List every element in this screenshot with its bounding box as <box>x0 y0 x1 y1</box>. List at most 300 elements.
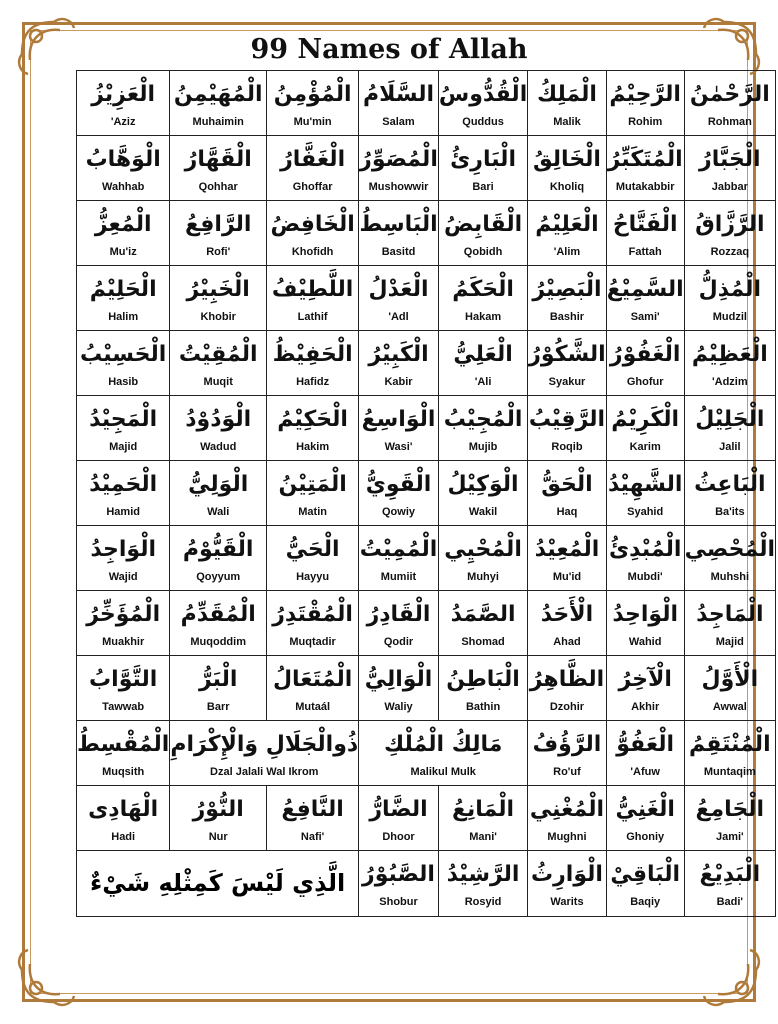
arabic-name: الْوَاسِعُ <box>361 407 436 432</box>
arabic-name: النُّوْرُ <box>192 797 244 822</box>
transliteration: 'Ali <box>474 376 492 388</box>
name-cell <box>359 526 439 591</box>
transliteration: Basitd <box>381 246 416 258</box>
arabic-name: الرَّقِيْبُ <box>528 407 606 432</box>
name-cell <box>267 136 359 201</box>
transliteration: Karim <box>629 441 661 453</box>
name-cell <box>170 786 267 851</box>
name-cell <box>267 266 359 331</box>
transliteration: Muhshi <box>710 571 750 583</box>
transliteration: Muqoddim <box>190 636 246 648</box>
arabic-name: الْبَدِيْعُ <box>699 862 761 887</box>
name-cell <box>77 331 170 396</box>
name-cell <box>170 396 267 461</box>
transliteration: Syahid <box>627 506 664 518</box>
arabic-name: الْكَبِيْرُ <box>368 342 429 367</box>
transliteration: Halim <box>108 311 139 323</box>
arabic-name: الْمَاجِدُ <box>696 602 764 627</box>
corner-ornament-icon <box>14 940 84 1010</box>
arabic-name: مَالِكُ الْمُلْكِ <box>384 732 503 757</box>
arabic-name: الصَّمَدُ <box>450 602 516 627</box>
transliteration: Fattah <box>628 246 662 258</box>
transliteration: Ro'uf <box>553 766 581 778</box>
transliteration: Muqit <box>203 376 233 388</box>
arabic-name: الْمُعِيْدُ <box>534 537 600 562</box>
name-cell <box>359 201 439 266</box>
name-cell <box>606 526 684 591</box>
transliteration: Rohim <box>628 116 663 128</box>
name-cell <box>606 136 684 201</box>
arabic-name: الْبَصِيْرُ <box>532 277 602 302</box>
transliteration: Haq <box>556 506 578 518</box>
arabic-name: الْوَاجِدُ <box>90 537 157 562</box>
transliteration: Mutakabbir <box>615 181 675 193</box>
arabic-name: الصَّبُوْرُ <box>362 862 435 887</box>
name-cell <box>77 201 170 266</box>
arabic-name: الرَّحِيْمُ <box>609 82 681 107</box>
transliteration: Hakim <box>296 441 330 453</box>
name-cell <box>606 461 684 526</box>
name-cell <box>170 591 267 656</box>
transliteration: Jabbar <box>711 181 748 193</box>
transliteration: Rohman <box>707 116 752 128</box>
transliteration: Barr <box>206 701 230 713</box>
name-cell <box>170 656 267 721</box>
name-cell <box>438 396 527 461</box>
name-cell <box>438 266 527 331</box>
arabic-name: الْبَاسِطُ <box>359 212 438 237</box>
name-cell <box>267 786 359 851</box>
name-cell <box>359 71 439 136</box>
transliteration: Nur <box>208 831 228 843</box>
transliteration: Nafi' <box>300 831 325 843</box>
transliteration: Hamid <box>106 506 140 518</box>
arabic-name: الْمَانِعُ <box>452 797 515 822</box>
transliteration: Baqiy <box>630 896 661 908</box>
transliteration: Shomad <box>461 636 505 648</box>
name-cell <box>267 331 359 396</box>
transliteration: Mu'id <box>552 571 582 583</box>
transliteration: Hasib <box>108 376 139 388</box>
name-cell <box>684 461 775 526</box>
name-cell <box>684 591 775 656</box>
arabic-name: الْوَلِيُّ <box>188 472 249 497</box>
name-cell <box>438 136 527 201</box>
transliteration: Mushowwir <box>368 181 429 193</box>
arabic-name: الْقَابِضُ <box>443 212 523 237</box>
name-cell <box>438 591 527 656</box>
arabic-name: اللَّطِيْفُ <box>271 277 354 302</box>
corner-ornament-icon <box>694 940 764 1010</box>
arabic-name: الرَّحْمٰنُ <box>689 82 770 107</box>
arabic-name: الْمُتَعَالُ <box>272 667 353 692</box>
name-cell <box>684 656 775 721</box>
name-cell <box>528 331 606 396</box>
arabic-name: الْعَلِيْمُ <box>535 212 599 237</box>
name-cell <box>438 656 527 721</box>
transliteration: Syakur <box>548 376 586 388</box>
transliteration: Tawwab <box>102 701 145 713</box>
transliteration: Muntaqim <box>703 766 756 778</box>
transliteration: Lathif <box>297 311 328 323</box>
grid-row <box>77 526 776 591</box>
name-cell <box>170 201 267 266</box>
arabic-name: النَّافِعُ <box>281 797 344 822</box>
transliteration: Wahid <box>628 636 662 648</box>
name-cell <box>77 656 170 721</box>
transliteration: Badi' <box>716 896 744 908</box>
name-cell <box>528 656 606 721</box>
arabic-name: الْوَدُوْدُ <box>185 407 252 432</box>
transliteration: Mughni <box>547 831 587 843</box>
transliteration: Mumiit <box>380 571 417 583</box>
grid-row <box>77 396 776 461</box>
arabic-name: الْقَوِيُّ <box>365 472 432 497</box>
arabic-name: الْبَرُّ <box>198 667 238 692</box>
arabic-name: الشَّهِيْدُ <box>607 472 683 497</box>
arabic-name: الْمُحْصِي <box>684 537 775 562</box>
name-cell <box>359 656 439 721</box>
arabic-name: الظَّاهِرُ <box>529 667 605 692</box>
arabic-name: الْخَبِيْرُ <box>186 277 250 302</box>
name-cell <box>528 71 606 136</box>
transliteration: Wali <box>207 506 230 518</box>
transliteration: Kholiq <box>549 181 585 193</box>
transliteration: 'Alim <box>553 246 581 258</box>
name-cell <box>359 591 439 656</box>
arabic-name: الْحَكِيْمُ <box>277 407 348 432</box>
arabic-name: التَّوَّابُ <box>89 667 158 692</box>
grid-row <box>77 71 776 136</box>
name-cell <box>606 721 684 786</box>
grid-row <box>77 136 776 201</box>
name-cell <box>267 396 359 461</box>
arabic-name: الْمُؤْمِنُ <box>273 82 352 107</box>
name-cell <box>77 721 170 786</box>
transliteration: Muqtadir <box>289 636 336 648</box>
name-cell <box>528 851 606 917</box>
arabic-name: الْهَادِى <box>88 797 159 822</box>
transliteration: Wajid <box>108 571 138 583</box>
name-cell <box>606 266 684 331</box>
arabic-name: الْمُقَدِّمُ <box>180 602 256 627</box>
arabic-name: الْحَكَمُ <box>452 277 514 302</box>
arabic-phrase: الَّذِي لَيْسَ كَمِثْلِهِ شَيْءٌ <box>89 869 346 897</box>
name-cell <box>267 71 359 136</box>
name-cell <box>606 331 684 396</box>
name-cell <box>438 201 527 266</box>
transliteration: Qowiy <box>382 506 416 518</box>
name-cell <box>438 786 527 851</box>
grid-row <box>77 201 776 266</box>
transliteration: Hadi <box>111 831 136 843</box>
arabic-name: الْغَفُوْرُ <box>609 342 681 367</box>
name-cell <box>528 396 606 461</box>
name-cell <box>606 656 684 721</box>
transliteration: Qohhar <box>198 181 238 193</box>
arabic-name: الْمُقْتَدِرُ <box>272 602 353 627</box>
arabic-name: الْمُجِيْبُ <box>443 407 523 432</box>
transliteration: Qoyyum <box>196 571 241 583</box>
transliteration: Wakil <box>468 506 498 518</box>
transliteration: Mubdi' <box>627 571 663 583</box>
transliteration: Sami' <box>630 311 660 323</box>
transliteration: Mutaál <box>295 701 331 713</box>
transliteration: Mu'min <box>293 116 332 128</box>
arabic-name: السَّلَامُ <box>363 82 435 107</box>
name-cell <box>170 136 267 201</box>
name-cell <box>528 266 606 331</box>
name-cell <box>170 71 267 136</box>
name-cell <box>267 201 359 266</box>
arabic-name: الْبَارِئُ <box>450 147 516 172</box>
grid-row <box>77 721 776 786</box>
arabic-name: الْأَوَّلُ <box>701 667 759 692</box>
arabic-name: الرَّافِعُ <box>184 212 252 237</box>
arabic-name: الْوَاحِدُ <box>612 602 679 627</box>
transliteration: Rosyid <box>464 896 502 908</box>
transliteration: Akhir <box>631 701 660 713</box>
arabic-name: الْجَامِعُ <box>695 797 765 822</box>
transliteration: Mujib <box>468 441 498 453</box>
name-cell <box>77 136 170 201</box>
name-cell <box>438 851 527 917</box>
arabic-name: الْعَدْلُ <box>368 277 429 302</box>
name-cell <box>684 786 775 851</box>
arabic-name: الرَّؤُفُ <box>532 732 602 757</box>
transliteration: Warits <box>550 896 584 908</box>
arabic-name: الْمُتَكَبِّرُ <box>607 147 683 172</box>
name-cell <box>438 461 527 526</box>
name-cell <box>77 396 170 461</box>
transliteration: 'Afuw <box>630 766 660 778</box>
transliteration: Wahhab <box>101 181 145 193</box>
name-cell <box>170 331 267 396</box>
arabic-name: الْعَظِيْمُ <box>691 342 768 367</box>
arabic-name: الضَّارُّ <box>369 797 428 822</box>
transliteration: Dhoor <box>382 831 415 843</box>
name-cell <box>528 136 606 201</box>
name-cell <box>684 201 775 266</box>
transliteration: Shobur <box>379 896 418 908</box>
name-cell <box>684 136 775 201</box>
arabic-name: الْمُعِزُّ <box>94 212 152 237</box>
arabic-name: الْأَحَدُ <box>540 602 594 627</box>
name-cell <box>528 201 606 266</box>
grid-row <box>77 331 776 396</box>
grid-row <box>77 656 776 721</box>
grid-row <box>77 591 776 656</box>
name-cell <box>606 851 684 917</box>
transliteration: Ghoffar <box>292 181 333 193</box>
arabic-name: السَّمِيْعُ <box>606 277 684 302</box>
phrase-cell <box>77 851 359 917</box>
transliteration: Mudzil <box>712 311 747 323</box>
transliteration: Qodir <box>383 636 414 648</box>
page-title: 99 Names of Allah <box>250 34 528 65</box>
transliteration: Bathin <box>465 701 501 713</box>
name-cell <box>267 591 359 656</box>
name-cell <box>170 461 267 526</box>
transliteration: Majid <box>715 636 744 648</box>
arabic-name: الْجَبَّارُ <box>699 147 761 172</box>
arabic-name: الْفَتَّاحُ <box>612 212 678 237</box>
name-cell <box>606 786 684 851</box>
name-cell <box>359 266 439 331</box>
transliteration: 'Aziz <box>110 116 136 128</box>
arabic-name: الْغَنِيُّ <box>615 797 675 822</box>
transliteration: Awwal <box>712 701 747 713</box>
transliteration: Khofidh <box>291 246 334 258</box>
transliteration: Dzal Jalali Wal Ikrom <box>210 766 319 778</box>
names-grid <box>76 70 776 917</box>
transliteration: Mani' <box>469 831 497 843</box>
transliteration: 'Adl <box>388 311 409 323</box>
name-cell <box>528 526 606 591</box>
arabic-name: الْمُغْنِي <box>529 797 605 822</box>
transliteration: Wasi' <box>384 441 413 453</box>
arabic-name: ذُوالْجَلَالِ وَالْإِكْرَامِ <box>170 732 359 757</box>
transliteration: Jami' <box>715 831 744 843</box>
name-cell <box>77 266 170 331</box>
transliteration: Muqsith <box>102 766 145 778</box>
grid-row <box>77 851 776 917</box>
arabic-name: الرَّزَّاقُ <box>695 212 765 237</box>
arabic-name: الْقُدُّوسُ <box>438 82 528 107</box>
name-cell <box>528 721 606 786</box>
arabic-name: الْجَلِيْلُ <box>695 407 765 432</box>
arabic-name: الْكَرِيْمُ <box>611 407 680 432</box>
arabic-name: الْمُصَوِّرُ <box>359 147 438 172</box>
name-cell <box>359 786 439 851</box>
arabic-name: الْوَهَّابُ <box>85 147 161 172</box>
grid-row <box>77 461 776 526</box>
arabic-name: الرَّشِيْدُ <box>446 862 520 887</box>
transliteration: Wadud <box>200 441 237 453</box>
transliteration: Hayyu <box>296 571 330 583</box>
name-cell <box>606 71 684 136</box>
arabic-name: الْمَتِيْنُ <box>278 472 347 497</box>
arabic-name: الْقَادِرُ <box>366 602 431 627</box>
name-cell <box>684 851 775 917</box>
name-cell <box>528 786 606 851</box>
grid-row <box>77 266 776 331</box>
transliteration: Qobidh <box>463 246 503 258</box>
name-cell <box>77 526 170 591</box>
arabic-name: الْوَكِيْلُ <box>447 472 519 497</box>
name-cell <box>684 71 775 136</box>
transliteration: Malik <box>553 116 581 128</box>
arabic-name: الْوَارِثُ <box>531 862 603 887</box>
transliteration: Muhaimin <box>192 116 244 128</box>
transliteration: Bashir <box>549 311 585 323</box>
arabic-name: الْمُؤَخِّرُ <box>86 602 161 627</box>
arabic-name: الْمُبْدِئُ <box>608 537 682 562</box>
name-cell <box>359 461 439 526</box>
name-cell <box>684 721 775 786</box>
transliteration: Dzohir <box>549 701 585 713</box>
arabic-name: الْآخِرُ <box>618 667 672 692</box>
arabic-name: الْحَيُّ <box>285 537 340 562</box>
name-cell <box>359 721 528 786</box>
name-cell <box>359 331 439 396</box>
arabic-name: الْوَالِيُّ <box>364 667 433 692</box>
name-cell <box>359 136 439 201</box>
transliteration: Malikul Mulk <box>410 766 476 778</box>
name-cell <box>684 526 775 591</box>
arabic-name: الْعَفُوُّ <box>616 732 675 757</box>
arabic-name: الشَّكُوْرُ <box>528 342 606 367</box>
name-cell <box>170 526 267 591</box>
name-cell <box>267 461 359 526</box>
arabic-name: الْمُهَيْمِنُ <box>173 82 263 107</box>
transliteration: Ahad <box>553 636 581 648</box>
transliteration: Roqib <box>551 441 583 453</box>
arabic-name: الْقَيُّوْمُ <box>182 537 254 562</box>
name-cell <box>528 591 606 656</box>
arabic-name: الْعَزِيْزُ <box>91 82 156 107</box>
arabic-name: الْبَاطِنُ <box>446 667 520 692</box>
name-cell <box>606 201 684 266</box>
transliteration: Kabir <box>384 376 413 388</box>
transliteration: Jalil <box>719 441 741 453</box>
arabic-name: الْحَلِيْمُ <box>89 277 157 302</box>
arabic-name: الْمَلِكُ <box>536 82 597 107</box>
name-cell <box>438 331 527 396</box>
arabic-name: الْمُحْيِي <box>444 537 522 562</box>
name-cell <box>359 851 439 917</box>
name-cell <box>606 591 684 656</box>
transliteration: Ghoniy <box>626 831 665 843</box>
name-cell <box>438 71 527 136</box>
name-cell <box>684 396 775 461</box>
name-cell <box>684 266 775 331</box>
name-cell <box>528 461 606 526</box>
name-cell <box>170 266 267 331</box>
name-cell <box>77 786 170 851</box>
arabic-name: الْمُنْتَقِمُ <box>689 732 771 757</box>
name-cell <box>77 461 170 526</box>
name-cell <box>77 591 170 656</box>
arabic-name: الْحَفِيْظُ <box>272 342 353 367</box>
transliteration: Khobir <box>200 311 236 323</box>
transliteration: Hakam <box>465 311 502 323</box>
arabic-name: الْمُذِلُّ <box>698 277 761 302</box>
transliteration: 'Adzim <box>712 376 748 388</box>
transliteration: Rofi' <box>206 246 231 258</box>
grid-row <box>77 786 776 851</box>
arabic-name: الْحَمِيْدُ <box>89 472 158 497</box>
name-cell <box>267 526 359 591</box>
transliteration: Ba'its <box>715 506 745 518</box>
arabic-name: الْغَفَّارُ <box>280 147 346 172</box>
arabic-name: الْعَلِيُّ <box>453 342 513 367</box>
transliteration: Rozzaq <box>710 246 750 258</box>
transliteration: Hafidz <box>296 376 330 388</box>
name-cell <box>684 331 775 396</box>
arabic-name: الْخَافِضُ <box>270 212 355 237</box>
transliteration: Muhyi <box>467 571 499 583</box>
transliteration: Waliy <box>384 701 413 713</box>
arabic-name: الْمُقْسِطُ <box>77 732 170 757</box>
arabic-name: الْحَقُّ <box>541 472 593 497</box>
name-cell <box>267 656 359 721</box>
transliteration: Bari <box>472 181 494 193</box>
name-cell <box>438 526 527 591</box>
arabic-name: الْمَجِيْدُ <box>89 407 158 432</box>
transliteration: Ghofur <box>626 376 664 388</box>
name-cell <box>170 721 359 786</box>
